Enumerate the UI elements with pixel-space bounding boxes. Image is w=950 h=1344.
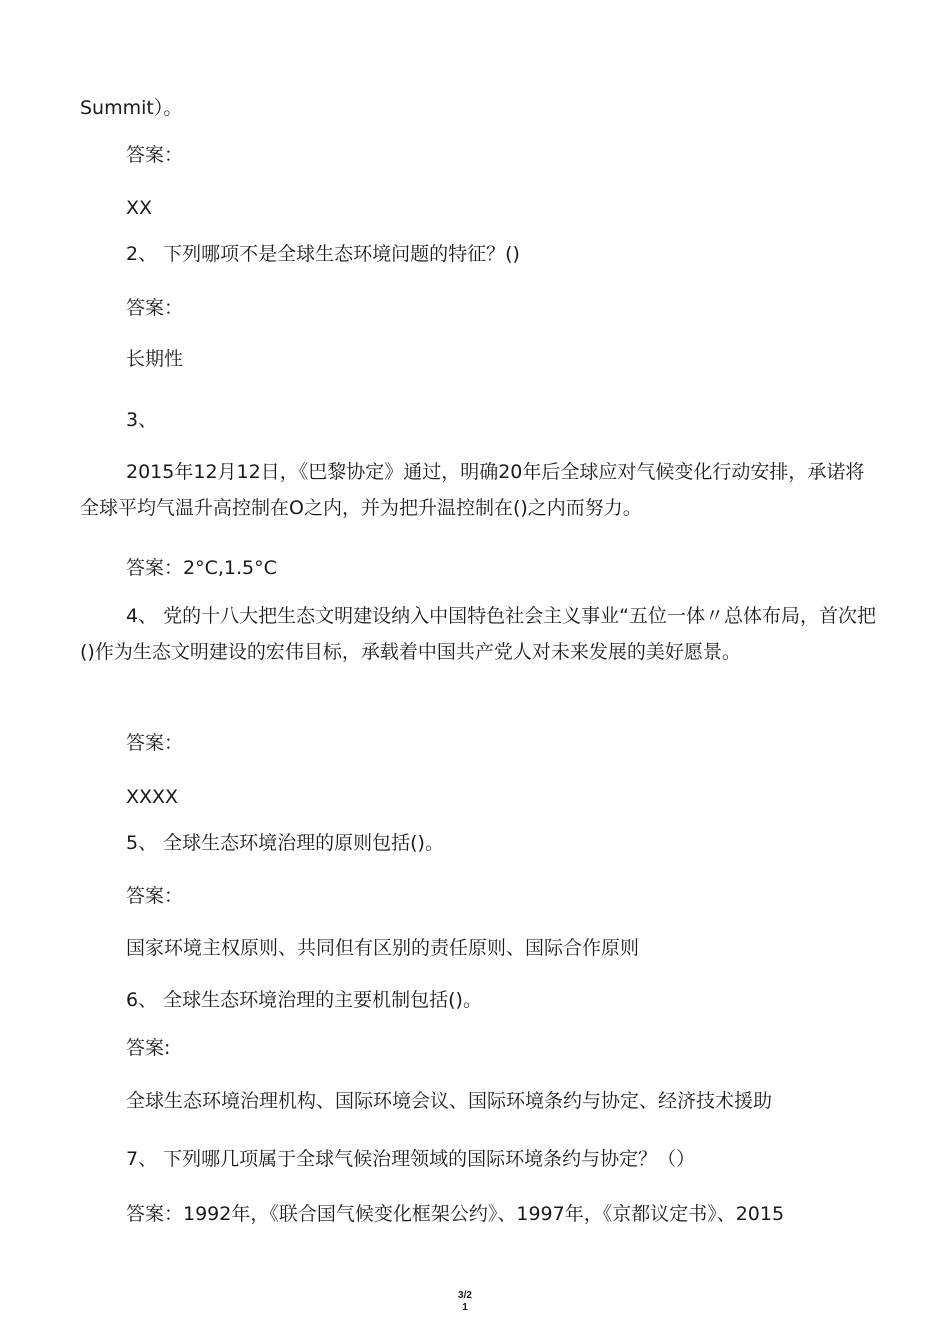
question-7: 7、 下列哪几项属于全球气候治理领域的国际环境条约与协定？（） (126, 1148, 696, 1170)
answer-label: 答案： (126, 732, 184, 754)
answer-label: 答案： (126, 297, 184, 319)
answer-text: 答案：1992年，《联合国气候变化框架公约》、1997年，《京都议定书》、2015 (126, 1203, 785, 1225)
answer-text: 答案：2°C,1.5°C (126, 557, 277, 579)
answer-text: 长期性 (126, 348, 184, 370)
continued-text: Summit）。 (80, 97, 183, 119)
answer-label: 答案： (126, 144, 184, 166)
question-5: 5、 全球生态环境治理的原则包括()。 (126, 832, 444, 854)
question-6: 6、 全球生态环境治理的主要机制包括()。 (126, 989, 482, 1011)
question-3-text: 2015年12月12日，《巴黎协定》通过，明确20年后全球应对气候变化行动安排，承诺将全球平均气温升高控制在O之内，并为把升温控制在()之内而努力。 (80, 461, 865, 519)
answer-label: 答案: (126, 1037, 171, 1059)
answer-text: XXXX (126, 786, 179, 808)
question-3-number: 3、 (126, 409, 158, 431)
answer-text: 全球生态环境治理机构、国际环境会议、国际环境条约与协定、经济技术援助 (126, 1090, 773, 1112)
answer-label: 答案： (126, 885, 184, 907)
page-number: 3/2 (458, 1290, 472, 1301)
question-4-text: 4、 党的十八大把生态文明建设纳入中国特色社会主义事业“五位一体〃总体布局，首次把()作为生态文明建设的宏伟目标，承载着中国共产党人对未来发展的美好愿景。 (80, 605, 876, 663)
page-number-sub: 1 (462, 1302, 468, 1313)
answer-text: XX (126, 197, 153, 219)
answer-text: 国家环境主权原则、共同但有区别的责任原则、国际合作原则 (126, 937, 640, 959)
question-2: 2、 下列哪项不是全球生态环境问题的特征？() (126, 243, 520, 265)
